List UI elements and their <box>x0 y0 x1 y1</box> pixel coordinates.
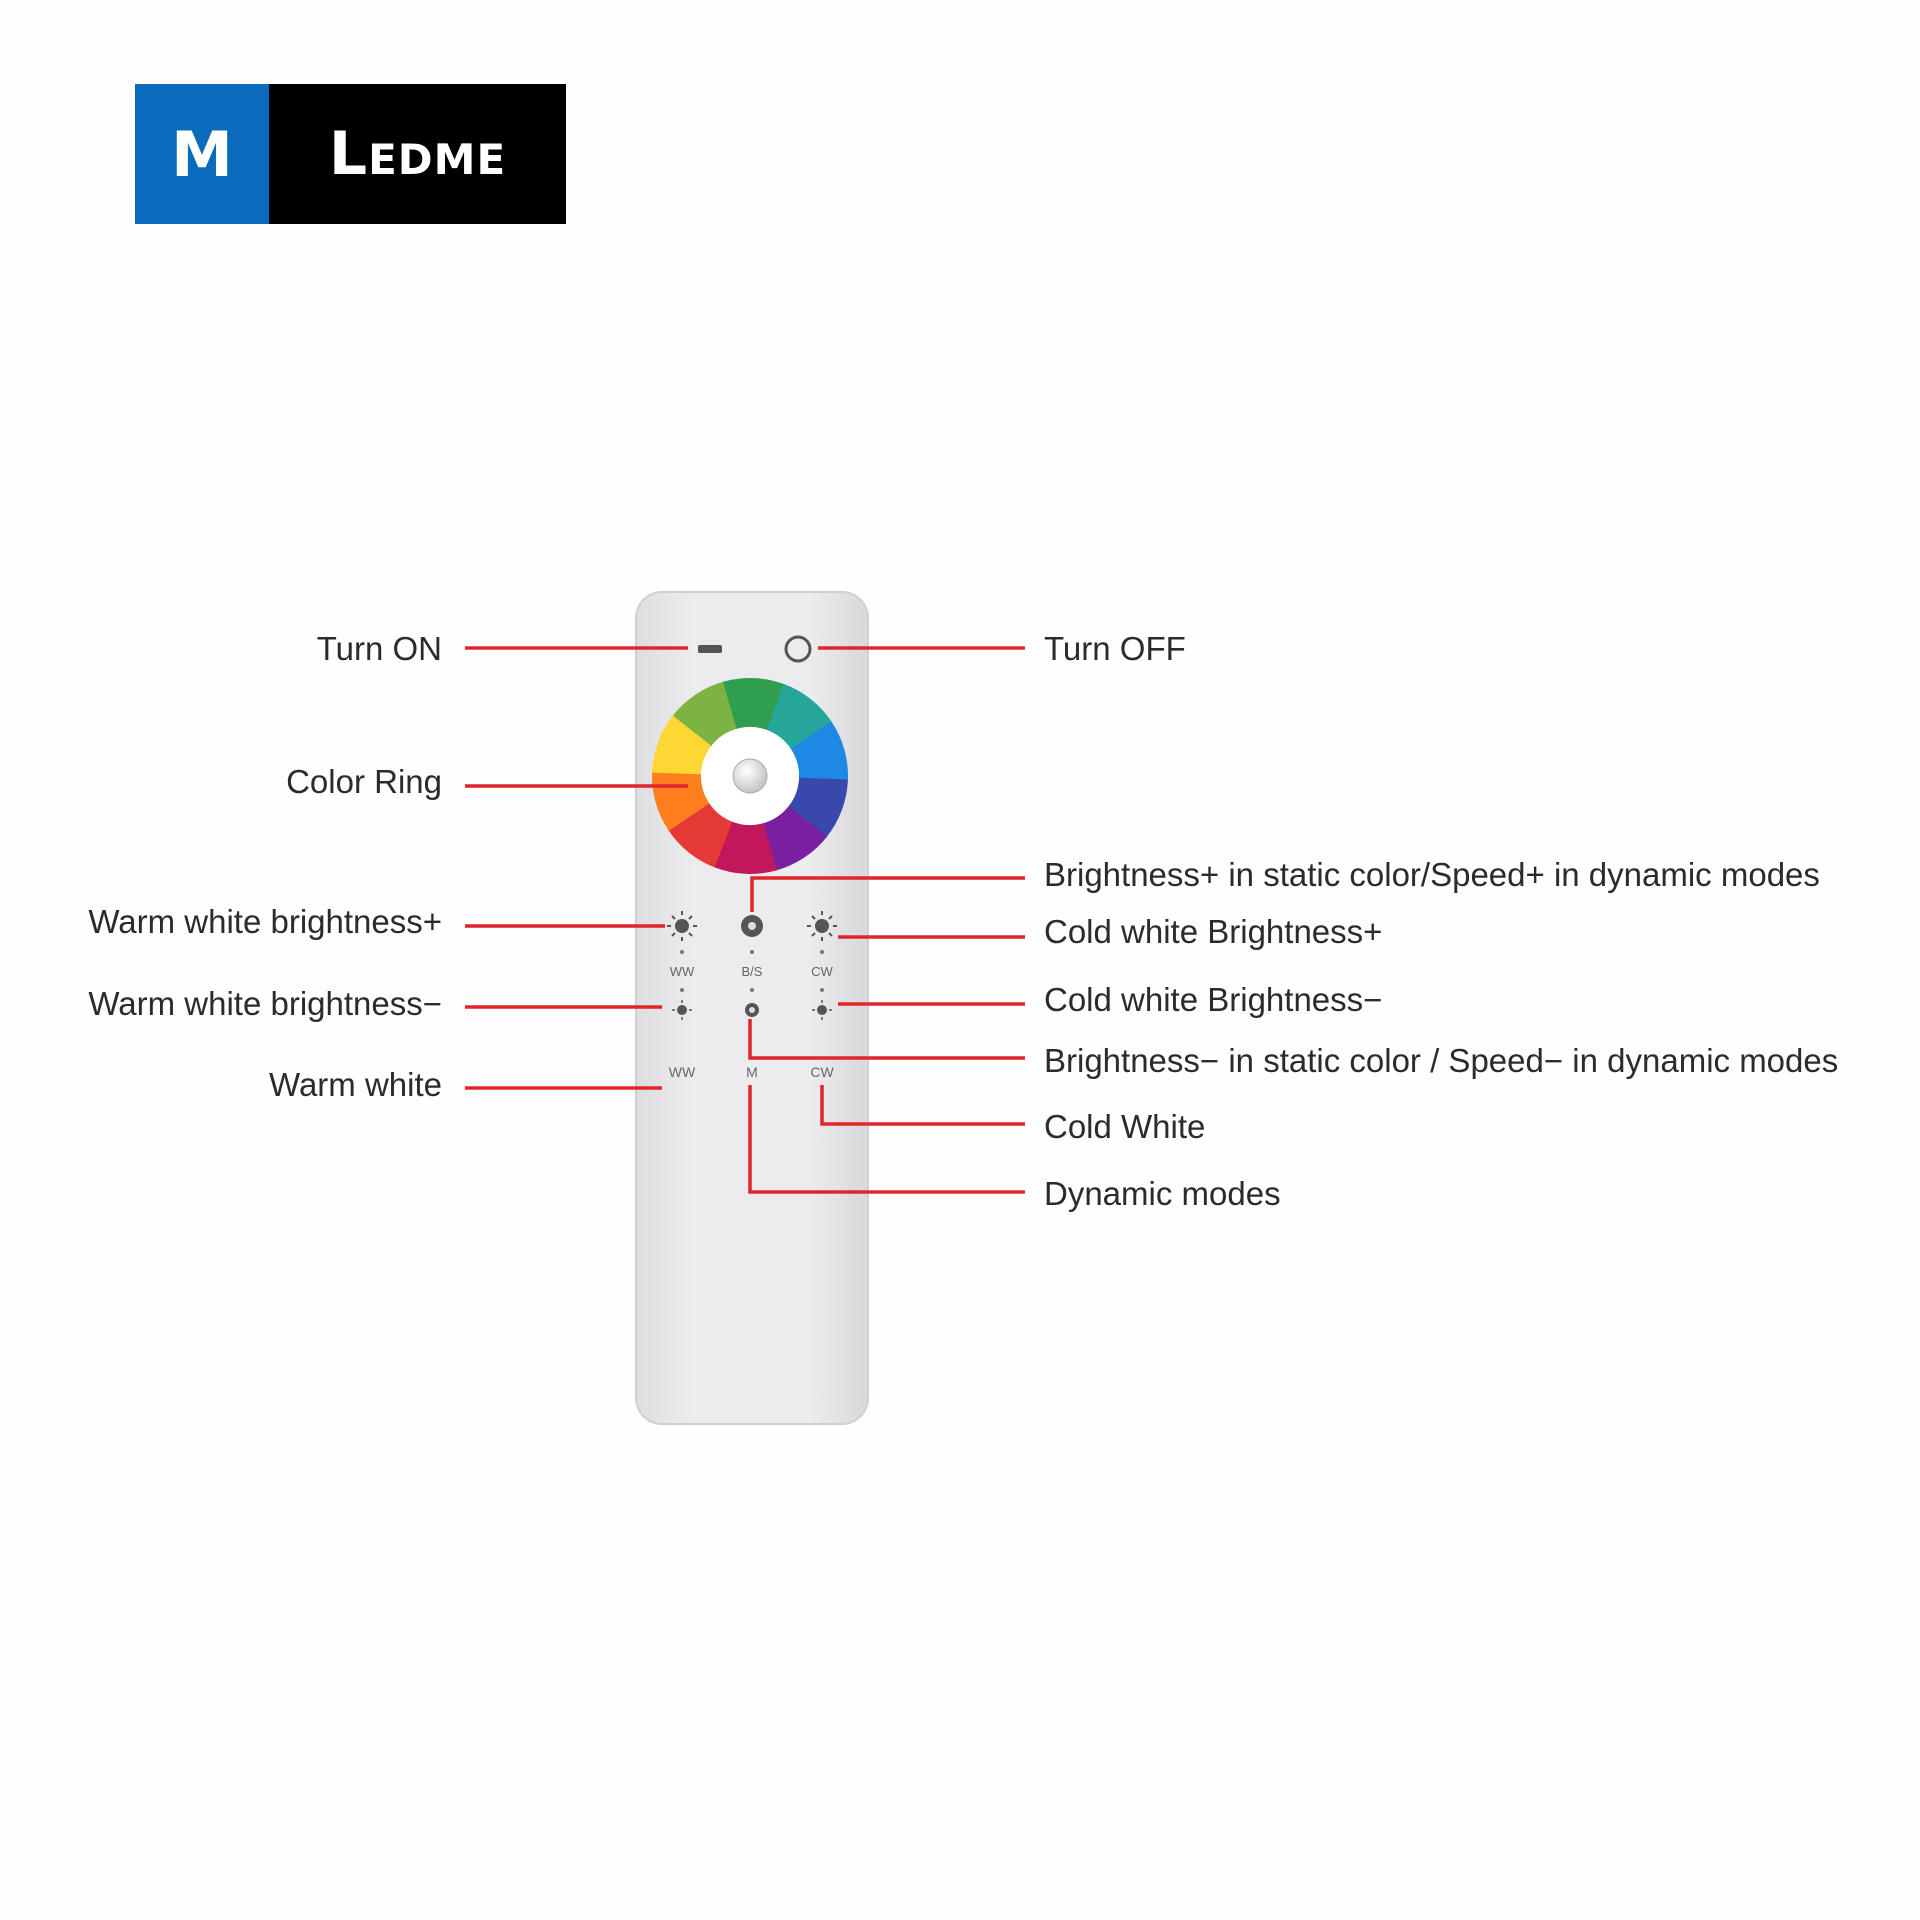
label-cw-brightness-plus: Cold white Brightness+ <box>1044 913 1383 950</box>
bs-label: B/S <box>741 964 763 979</box>
bs-minus-button[interactable] <box>745 1003 759 1017</box>
label-ww-brightness-minus: Warm white brightness− <box>88 985 442 1022</box>
color-ring-center-button[interactable] <box>733 759 767 793</box>
label-color-ring: Color Ring <box>286 763 442 800</box>
bs-plus-button[interactable] <box>741 915 763 937</box>
logo-mark: M <box>135 84 269 224</box>
dot <box>750 988 754 992</box>
label-cw-brightness-minus: Cold white Brightness− <box>1044 981 1383 1018</box>
label-warm-white: Warm white <box>269 1066 442 1103</box>
power-on-button[interactable] <box>698 645 722 653</box>
cw-button[interactable]: CW <box>810 1064 834 1080</box>
label-brightness-minus: Brightness− in static color / Speed− in dynamic modes <box>1044 1042 1839 1079</box>
label-turn-on: Turn ON <box>316 630 442 667</box>
label-cold-white: Cold White <box>1044 1108 1206 1145</box>
m-button[interactable]: M <box>746 1064 758 1080</box>
logo-wordmark: Ledme <box>269 84 566 224</box>
dot <box>820 950 824 954</box>
label-dynamic-modes: Dynamic modes <box>1044 1175 1281 1212</box>
dot <box>820 988 824 992</box>
dot <box>680 988 684 992</box>
label-ww-brightness-plus: Warm white brightness+ <box>88 903 442 940</box>
ww-top-label: WW <box>669 964 695 979</box>
label-turn-off: Turn OFF <box>1044 630 1186 667</box>
label-brightness-plus: Brightness+ in static color/Speed+ in dynamic modes <box>1044 856 1820 893</box>
dot <box>680 950 684 954</box>
ww-button[interactable]: WW <box>668 1064 696 1080</box>
cw-top-label: CW <box>811 964 833 979</box>
dot <box>750 950 754 954</box>
